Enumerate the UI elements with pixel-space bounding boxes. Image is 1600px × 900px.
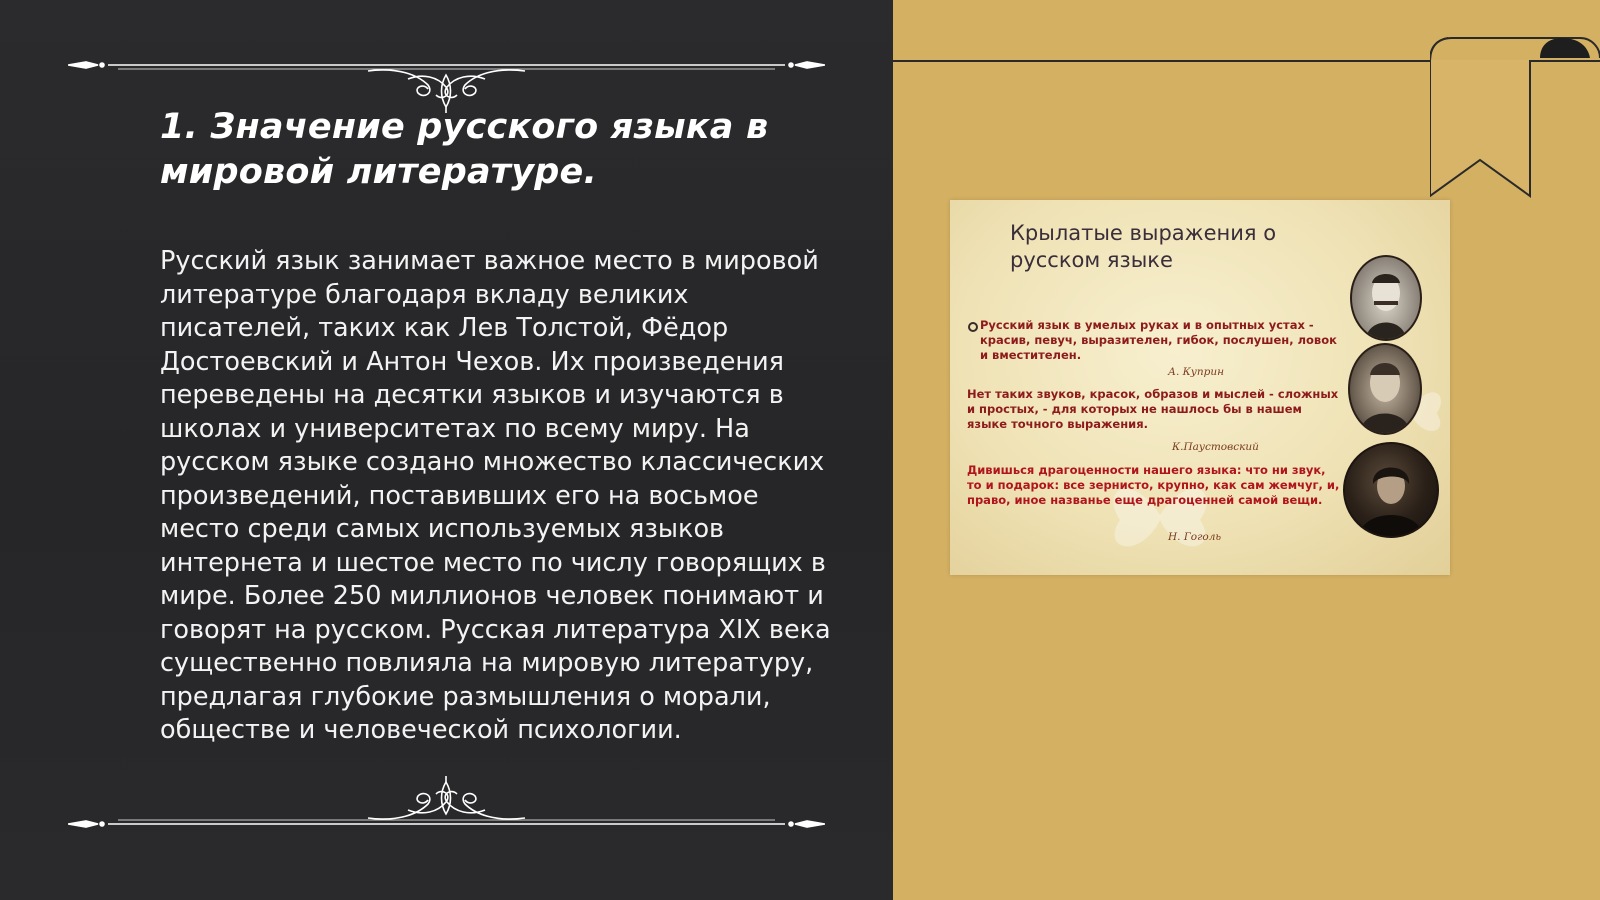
quote-author: К.Паустовский (1172, 441, 1259, 453)
quote-author: А. Куприн (1168, 366, 1225, 378)
picture-title: Крылатые выражения о русском языке (1010, 221, 1277, 272)
slide-body-text: Русский язык занимает важное место в мировой литературе благодаря вкладу великих писателей, таких как Лев Толстой, Фёдор Достоевский и Антон Чехов. Их произведения переведены на десятки языков и изучаются в школах и университетах по всему миру. На русском языке создано множество классических произведений, поставивших его на восьмое место среди самых используемых языков интернета и шестое место по числу говорящих в мире. Более 250 миллионов человек понимают и говорят на русском. Русская литература XIX века существенно повлияла на мировую литературу, предлагая глубокие размышления о морали, обществе и человеческой психологии. (160, 246, 831, 745)
portrait-paustovsky (1348, 343, 1422, 435)
quotes-picture (950, 200, 1450, 575)
bookmark-ribbon-icon (1430, 36, 1600, 201)
bullet-icon (968, 322, 978, 332)
portrait-gogol (1343, 442, 1439, 538)
quote-kuprin: Русский язык в умелых руках и в опытных устах - красив, певуч, выразителен, гибок, послушен, ловок и вместителен. (980, 318, 1337, 362)
quote-gogol: Дивишься драгоценности нашего языка: что ни звук, то и подарок: все зернисто, крупно, как сам жемчуг, и, право, иное названье еще драгоценней самой вещи. (967, 463, 1340, 507)
portrait-kuprin (1350, 255, 1422, 341)
quote-paustovsky: Нет таких звуков, красок, образов и мыслей - сложных и простых, - для которых не нашлось бы в нашем языке точного выражения. (967, 387, 1339, 431)
quote-author: Н. Гоголь (1168, 531, 1222, 543)
slide-title: 1. Значение русского языка в мировой литературе. (160, 107, 769, 192)
ornamental-divider-icon (68, 772, 825, 832)
